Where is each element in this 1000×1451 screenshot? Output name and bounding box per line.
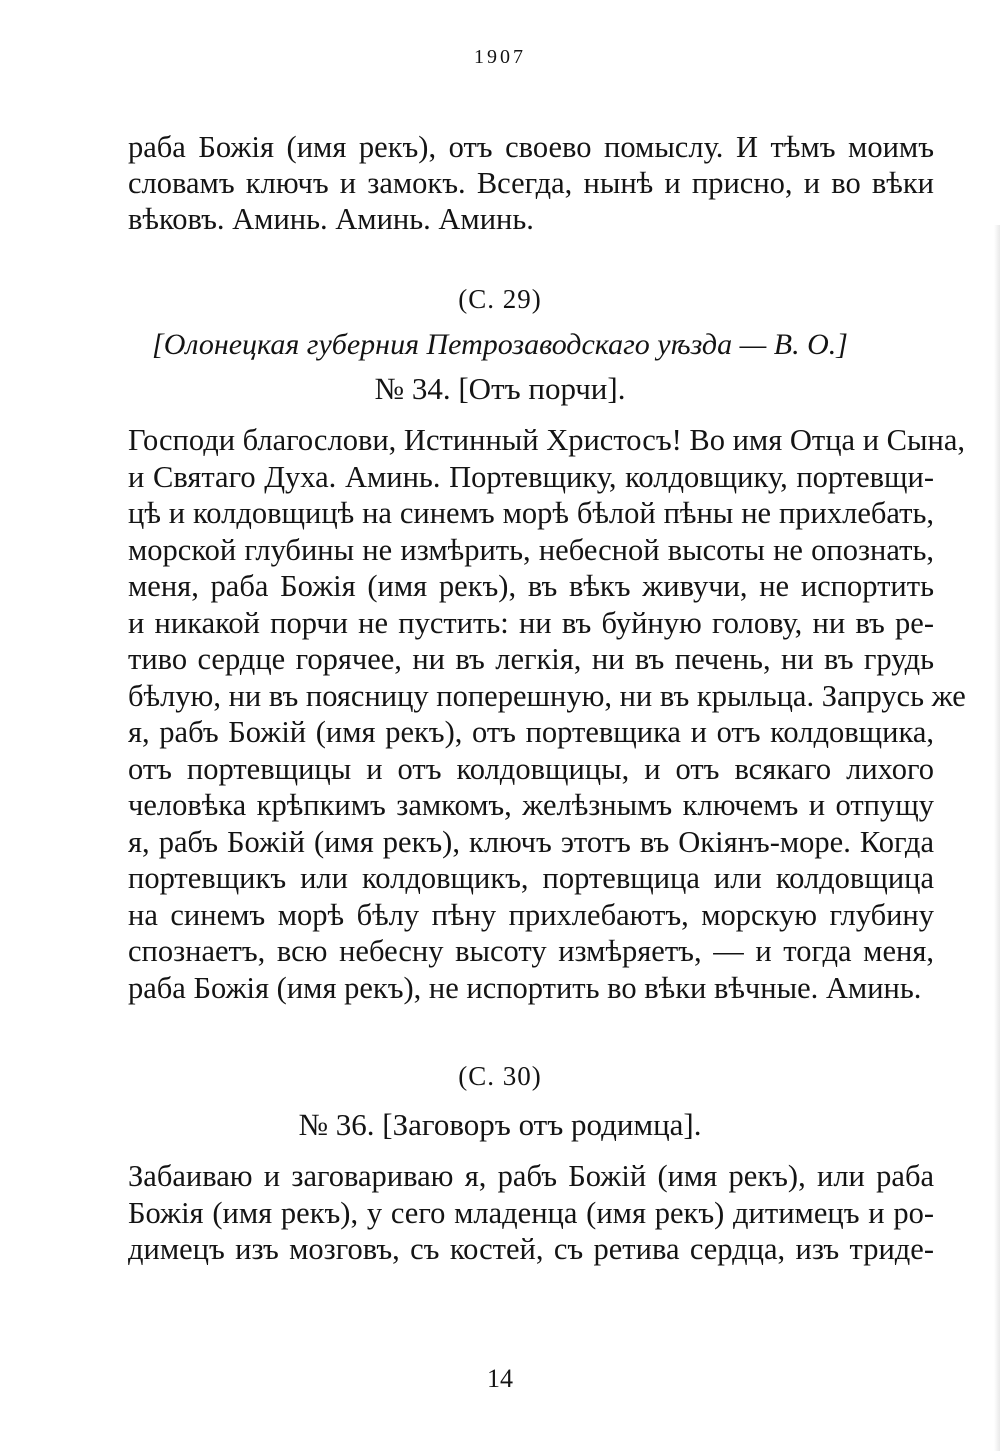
text-line: димецъ изъ мозговъ, съ костей, съ ретива сердца, изъ триде-: [128, 1232, 934, 1266]
text-line: человѣка крѣпкимъ замкомъ, желѣзнымъ ключемъ и отпущу: [128, 788, 934, 822]
text-line: портевщикъ или колдовщикъ, портевщица или колдовщица: [128, 861, 934, 895]
text-line: раба Божія (имя рекъ), не испортить во вѣки вѣчные. Аминь.: [128, 971, 922, 1005]
text-line: морской глубины не измѣрить, небесной высоты не опознать,: [128, 533, 934, 567]
text-line: цѣ и колдовщицѣ на синемъ морѣ бѣлой пѣны не прихлебать,: [128, 496, 934, 530]
text-line: раба Божія (имя рекъ), отъ своево помыслу. И тѣмъ моимъ: [128, 130, 934, 164]
text-line: вѣковъ. Аминь. Аминь. Аминь.: [128, 202, 534, 236]
text-line: я, рабъ Божій (имя рекъ), ключъ этотъ въ Окіянъ-море. Когда: [128, 825, 934, 859]
text-line: тиво сердце горячее, ни въ легкія, ни въ печень, ни въ грудь: [128, 642, 934, 676]
page-edge-shadow: [994, 225, 1000, 1451]
page-reference: (С. 30): [458, 1061, 542, 1091]
text-line: отъ портевщицы и отъ колдовщицы, и отъ всякаго лихого: [128, 752, 934, 786]
source-note: [Олонецкая губерния Петрозаводскаго уѣзда — В. О.]: [152, 328, 848, 361]
text-line: Господи благослови, Истинный Христосъ! Во имя Отца и Сына,: [128, 423, 965, 457]
text-line: спознаетъ, всю небесну высоту измѣряетъ, — и тогда меня,: [128, 934, 934, 968]
text-line: словамъ ключъ и замокъ. Всегда, нынѣ и присно, и во вѣки: [128, 166, 934, 200]
running-header: 1907: [474, 46, 526, 68]
text-line: бѣлую, ни въ поясницу поперешную, ни въ крыльца. Запрусь же: [128, 679, 966, 713]
text-line: Забаиваю и заговариваю я, рабъ Божій (имя рекъ), или раба: [128, 1159, 934, 1193]
text-line: меня, раба Божія (имя рекъ), въ вѣкъ живучи, не испортить: [128, 569, 934, 603]
page-number: 14: [487, 1364, 513, 1393]
section-heading: № 36. [Заговоръ отъ родимца].: [298, 1107, 702, 1142]
section-heading: № 34. [Отъ порчи].: [374, 371, 626, 406]
text-line: и никакой порчи не пустить: ни въ буйную голову, ни въ ре-: [128, 606, 934, 640]
text-line: Божія (имя рекъ), у сего младенца (имя рекъ) дитимецъ и ро-: [128, 1196, 934, 1230]
text-line: на синемъ морѣ бѣлу пѣну прихлебаютъ, морскую глубину: [128, 898, 934, 932]
text-line: и Святаго Духа. Аминь. Портевщику, колдовщику, портевщи-: [128, 460, 934, 494]
text-line: я, рабъ Божій (имя рекъ), отъ портевщика и отъ колдовщика,: [128, 715, 934, 749]
page-reference: (С. 29): [458, 284, 542, 314]
